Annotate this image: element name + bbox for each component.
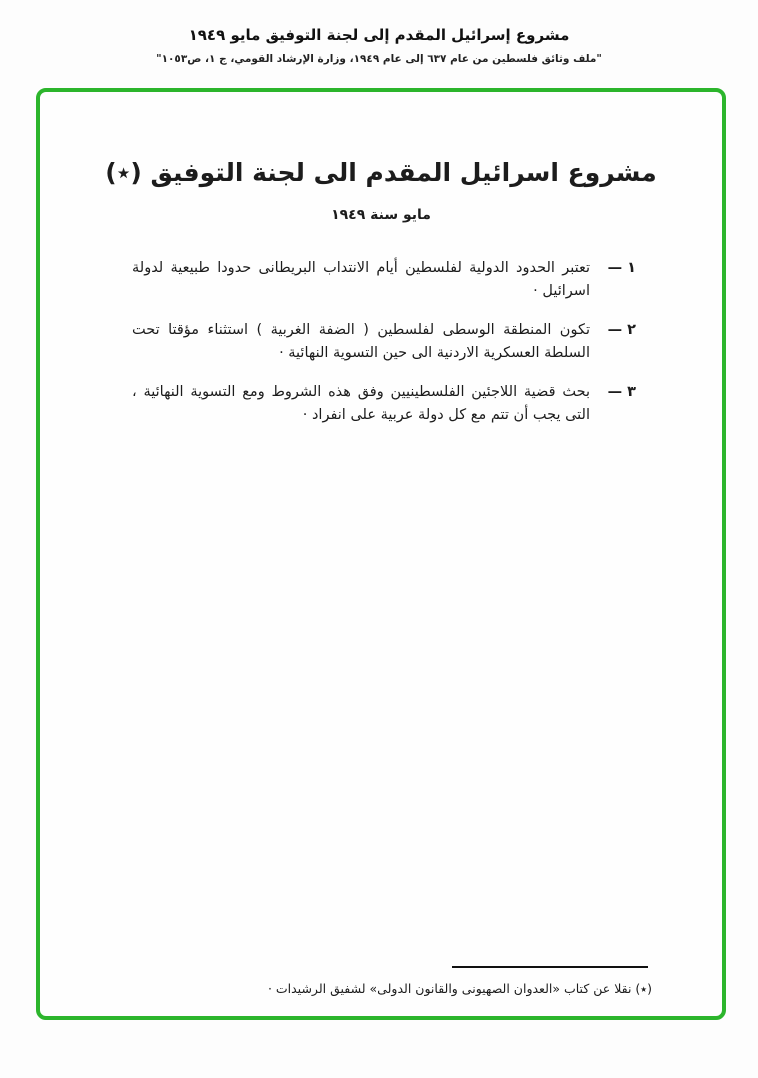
page-header xyxy=(0,26,758,65)
highlight-box xyxy=(36,88,726,1020)
items-list xyxy=(132,257,636,428)
item-text: تعتبر الحدود الدولية لفلسطين أيام الانتداب البريطانى حدودا طبيعية لدولة اسرائيل · xyxy=(132,260,590,300)
document-page xyxy=(40,158,722,1078)
document-title: مشروع اسرائيل المقدم الى لجنة التوفيق (٭) xyxy=(105,158,657,187)
item-text: بحث قضية اللاجئين الفلسطينيين وفق هذه الشروط ومع التسوية النهائية ، التى يجب أن تتم مع كل دولة عربية على انفراد · xyxy=(132,383,590,424)
footnote xyxy=(110,966,652,996)
list-item xyxy=(132,319,636,366)
item-number: ٢ — xyxy=(607,321,636,338)
footnote-text: (٭) نقلا عن كتاب «العدوان الصهيونى والقانون الدولى» لشفيق الرشيدات · xyxy=(267,981,652,996)
page-header-source-line: "ملف وثائق فلسطين من عام ٦٣٧ إلى عام ١٩٤٩، وزارة الإرشاد القومي، ج ١، ص١٠٥٣" xyxy=(156,53,602,65)
page-header-title: مشروع إسرائيل المقدم إلى لجنة التوفيق مايو ١٩٤٩ xyxy=(188,26,570,44)
item-number: ٣ — xyxy=(607,383,636,400)
item-number: ١ — xyxy=(607,260,636,276)
document-date-line: مايو سنة ١٩٤٩ xyxy=(331,207,431,223)
item-text: تكون المنطقة الوسطى لفلسطين ( الضفة الغربية ) استثناء مؤقتا تحت السلطة العسكرية الاردنية الى حين التسوية النهائية · xyxy=(132,321,590,362)
list-item xyxy=(132,381,636,428)
footnote-rule xyxy=(452,966,648,968)
list-item xyxy=(132,257,636,304)
